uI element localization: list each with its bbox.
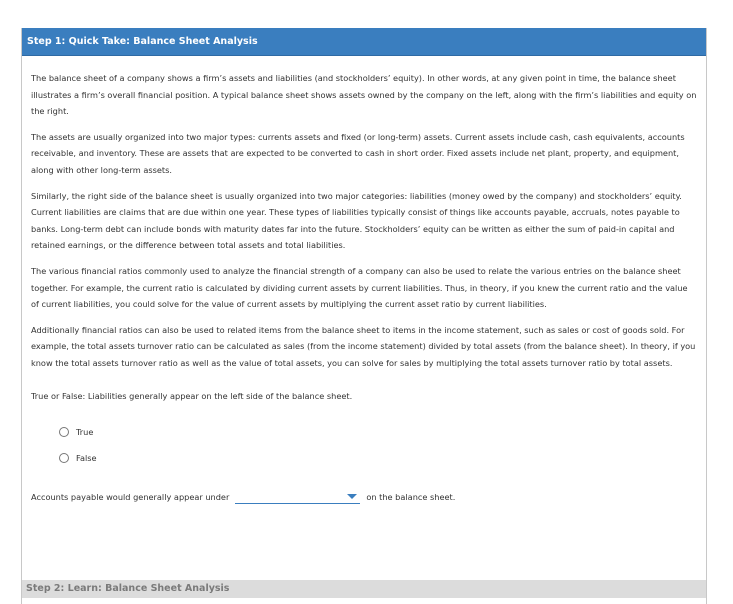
step-panel	[21, 28, 707, 604]
paragraph-liabilities: Similarly, the right side of the balance sheet is usually organized into two major categories: liabilities (money owed by the company) and stockholders’ equity. Current liabilities are claims that are due within one year. These types of liabilities typically consist of things like accounts payable, accruals, notes payable to banks. Long-term debt can include bonds with maturity dates far into the future. Stockholders’ equity can be written as either the sum of paid-in capital and retained earnings, or the difference between total assets and total liabilities.	[31, 190, 682, 251]
option-true[interactable]	[59, 419, 698, 445]
option-false-label: False	[76, 452, 97, 463]
option-true-label: True	[76, 426, 94, 437]
step2-header[interactable]: Step 2: Learn: Balance Sheet Analysis	[22, 580, 706, 598]
true-false-question: True or False: Liabilities generally appear on the left side of the balance sheet.	[31, 390, 353, 401]
fill-in-question	[31, 489, 698, 506]
answer-options	[59, 419, 698, 471]
fill-after-text: on the balance sheet.	[366, 492, 456, 503]
radio-true[interactable]	[59, 427, 69, 437]
paragraph-assets: The assets are usually organized into two major types: currents assets and fixed (or long-term) assets. Current assets include cash, cash equivalents, accounts receivable, and inventory. These are assets that are expected to be converted to cash in short order. Fixed assets include net plant, property, and equipment, along with other long-term assets.	[31, 131, 685, 175]
step1-header[interactable]: Step 1: Quick Take: Balance Sheet Analysis	[22, 28, 706, 56]
radio-false[interactable]	[59, 453, 69, 463]
chevron-down-icon[interactable]	[347, 494, 357, 499]
paragraph-income: Additionally financial ratios can also be used to related items from the balance sheet to items in the income statement, such as sales or cost of goods sold. For example, the total assets turnover ratio can be calculated as sales (from the income statement) divided by total assets (from the balance sheet). In theory, if you know the total assets turnover ratio as well as the value of total assets, you can solve for sales by multiplying the total assets turnover ratio by total assets.	[31, 324, 696, 368]
step1-content	[22, 56, 706, 506]
paragraph-intro: The balance sheet of a company shows a firm’s assets and liabilities (and stockholders’ equity). In other words, at any given point in time, the balance sheet illustrates a firm’s overall financial position. A typical balance sheet shows assets owned by the company on the left, along with the firm’s liabilities and equity on the right.	[31, 73, 697, 117]
paragraph-ratios: The various financial ratios commonly used to analyze the financial strength of a company can also be used to relate the various entries on the balance sheet together. For example, the current ratio is calculated by dividing current assets by current liabilities. Thus, in theory, if you knew the current ratio and the value of current liabilities, you could solve for the value of current assets by multiplying the current asset ratio by current liabilities.	[31, 265, 688, 310]
fill-before-text: Accounts payable would generally appear under	[31, 492, 230, 503]
answer-dropdown[interactable]	[235, 491, 360, 504]
option-false[interactable]	[59, 445, 698, 471]
